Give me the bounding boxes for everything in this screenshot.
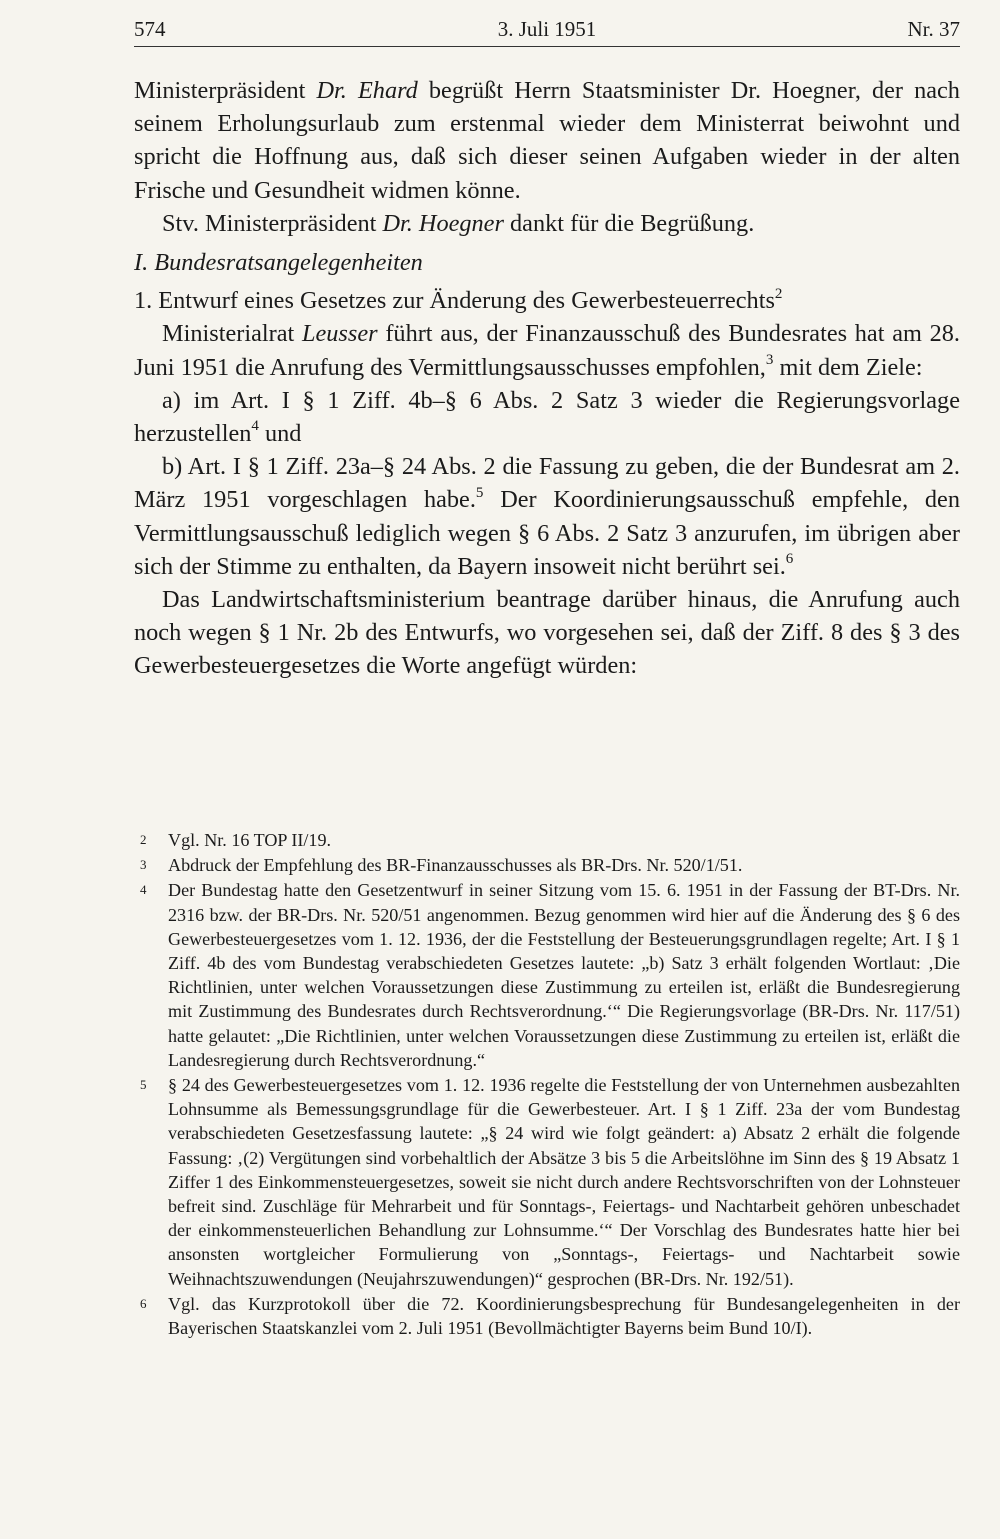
person-name: Dr. Ehard <box>316 77 418 104</box>
footnote-number: 4 <box>140 882 147 898</box>
footnote: 3 Abdruck der Empfehlung des BR-Finanzausschusses als BR-Drs. Nr. 520/1/51. <box>134 853 960 877</box>
page-number: 574 <box>134 17 166 41</box>
person-name: Dr. Hoegner <box>382 209 504 237</box>
footnote: 2 Vgl. Nr. 16 TOP II/19. <box>134 828 960 852</box>
footnote: 5 § 24 des Gewerbesteuergesetzes vom 1. 12. 1936 regelte die Feststellung der von Unternehmen ausbezahlten Lohnsumme als Bemessungsgrundlage für die Gewerbesteuer. Art. I § 1 Ziff. 23a der vom Bundestag verabschiedeten Gesetzesfassung lautete: „§ 24 wird wie folgt geändert: a) Absatz 2 erhält die folgende Fassung: ‚(2) Vergütungen sind vorbehaltlich der Absätze 3 bis 5 die Arbeitslöhne im Sinn des § 19 Absatz 1 Ziffer 1 des Einkommensteuergesetzes, soweit sie nicht durch andere Rechtsvorschriften von der Lohnsteuer befreit sind. Zuschläge für Mehrarbeit und für Sonntags-, Feiertags- und Nachtarbeit gehören unbeschadet der einkommensteuerlichen Behandlung zur Lohnsumme.‘“ Der Vorschlag des Bundesrates hatte hier bei ansonsten wortgleicher Formulierung von „Sonntags-, Feiertags- und Nachtarbeit sowie Weihnachtszuwendungen (Neujahrszuwendungen)“ gesprochen (BR-Drs. Nr. 192/51). <box>140 1075 960 1289</box>
list-item-a: a) im Art. I § 1 Ziff. 4b–§ 6 Abs. 2 Satz 3 wieder die Regierungsvorlage herzustellen$^4$ und <box>134 386 960 448</box>
header-date: 3. Juli 1951 <box>497 17 597 41</box>
footnote-number: 3 <box>140 857 147 873</box>
footnotes <box>134 828 960 1341</box>
footnote-number: 6 <box>140 1295 147 1311</box>
footnote-ref[interactable]: 6 <box>785 551 794 568</box>
footnote: 4 Der Bundestag hatte den Gesetzentwurf in seiner Sitzung vom 15. 6. 1951 in der Fassung der BT-Drs. Nr. 2316 bzw. der BR-Drs. Nr. 520/51 angenommen. Bezug genommen wird hier auf die Änderung des § 6 des Gewerbesteuergesetzes vom 1. 12. 1936, der die Feststellung der Besteuerungsgrundlagen regelte; Art. I § 1 Ziff. 4b des vom Bundestag verabschiedeten Gesetzes lautete: „b) Satz 3 erhält folgenden Wortlaut: ‚Die Richtlinien, unter welchen Voraussetzungen diese Zustimmung zu erteilen ist, erläßt die Bundesregierung mit Zustimmung des Bundesrates durch Rechtsverordnung.‘“ Die Regierungsvorlage (BR-Drs. Nr. 117/51) hatte gelautet: „Die Richtlinien, unter welchen Voraussetzungen diese Zustimmung zu erteilen ist, erläßt die Landesregierung durch Rechtsverordnung.“ <box>140 880 960 1070</box>
list-item-b: b) Art. I § 1 Ziff. 23a–§ 24 Abs. 2 die Fassung zu geben, die der Bundesrat am 2. März 1951 vorgeschlagen habe.$^5$ Der Koordinierungsausschuß empfehle, den Vermittlungsausschuß lediglich wegen § 6 Abs. 2 Satz 3 anzurufen, im übrigen aber sich der Stimme zu enthalten, da Bayern insoweit nicht berührt sei.$^6$ <box>134 453 960 580</box>
agenda-item-title: 1. Entwurf eines Gesetzes zur Änderung des Gewerbesteuerrechts$^2$ <box>134 285 783 315</box>
main-text <box>134 74 960 683</box>
footnote: 6 Vgl. das Kurzprotokoll über die 72. Koordinierungsbesprechung für Bundesangelegenheiten in der Bayerischen Staatskanzlei vom 2. Juli 1951 (Bevollmächtigter Bayerns beim Bund 10/I). <box>140 1293 960 1339</box>
section-heading: I. Bundesratsangelegenheiten <box>134 249 423 277</box>
footnote-ref[interactable]: 5 <box>475 484 484 501</box>
footnote-ref[interactable]: 3 <box>765 352 774 369</box>
paragraph-leusser: Ministerialrat Leusser führt aus, der Finanzausschuß des Bundesrates hat am 28. Juni 1951 die Anrufung des Vermittlungsausschusses empfohlen,$^3$ mit dem Ziele: <box>134 320 960 381</box>
header-issue-number: Nr. 37 <box>907 17 960 41</box>
running-header <box>134 14 960 47</box>
paragraph-agriculture: Das Landwirtschaftsministerium beantrage darüber hinaus, die Anrufung auch noch wegen § 1 Nr. 2b des Entwurfs, wo vorgesehen sei, daß der Ziff. 8 des § 3 des Gewerbesteuergesetzes die Worte angefügt würden: <box>134 586 960 680</box>
footnote-number: 2 <box>140 832 147 847</box>
footnote-number: 5 <box>140 1077 147 1093</box>
person-name: Leusser <box>301 320 378 348</box>
paragraph-welcome: Ministerpräsident Dr. Ehard begrüßt Herrn Staatsminister Dr. Hoegner, der nach seinem Erholungsurlaub zum erstenmal wieder dem Ministerrat beiwohnt und spricht die Hoffnung aus, daß sich dieser seinen Aufgaben wieder in der alten Frische und Gesundheit widmen könne. <box>134 77 960 204</box>
paragraph-thanks: Stv. Ministerpräsident Dr. Hoegner dankt für die Begrüßung. <box>162 209 755 237</box>
footnote-ref[interactable]: 2 <box>774 285 783 302</box>
footnote-ref[interactable]: 4 <box>251 418 259 435</box>
